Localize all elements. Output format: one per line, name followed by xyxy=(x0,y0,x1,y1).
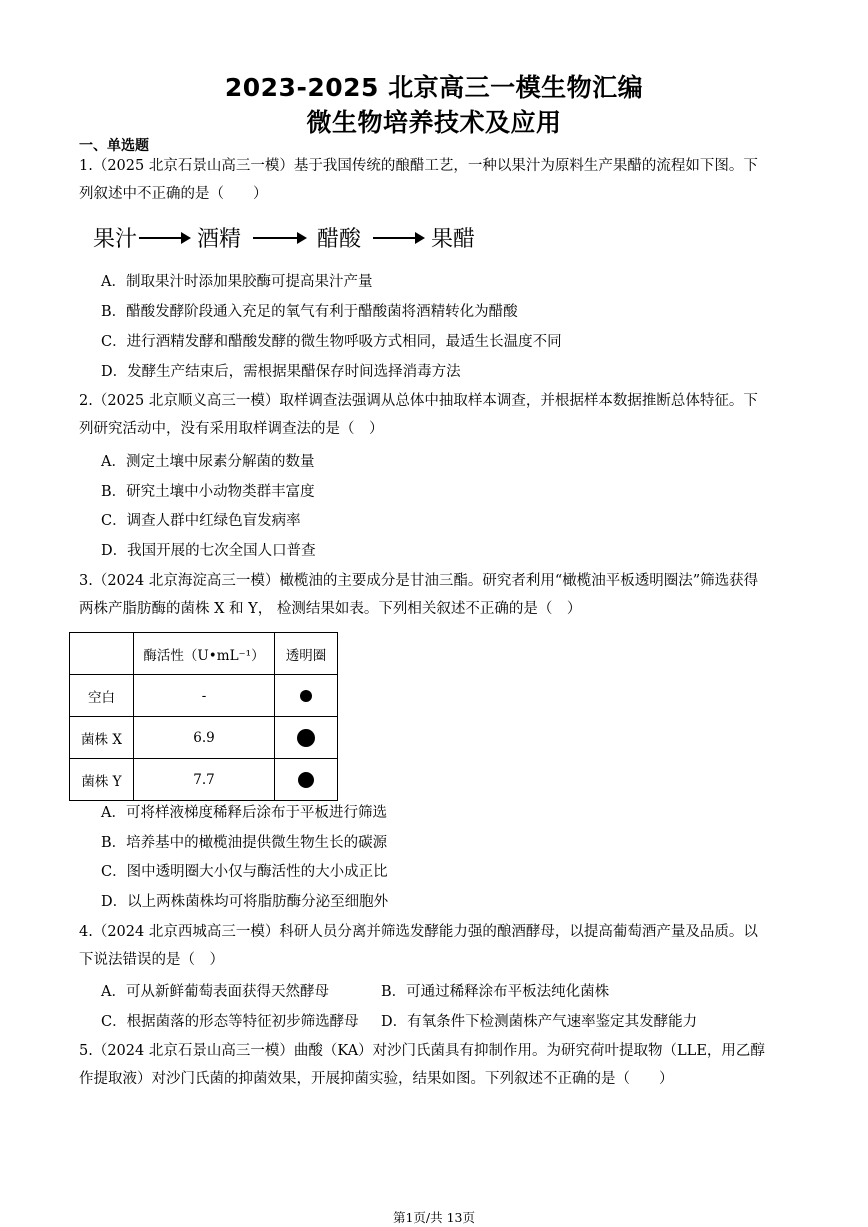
table-row xyxy=(70,759,338,801)
option-d: D．我国开展的七次全国人口普查 xyxy=(101,543,316,559)
table-cell: 空白 xyxy=(70,675,134,717)
flow-step: 果汁 xyxy=(93,227,138,252)
stem-line: 1.（2025 北京石景山高三一模）基于我国传统的酿醋工艺，一种以果汁为原料生产果醋的流程如下图。下 xyxy=(79,158,758,174)
clear-zone-dot-icon xyxy=(298,772,314,788)
option-a: A．可从新鲜葡萄表面获得天然酵母 xyxy=(101,984,329,1000)
stem-line: 列研究活动中，没有采用取样调查法的是（ ） xyxy=(79,421,384,437)
arrow-right-icon xyxy=(139,237,189,239)
page-footer: 第1页/共 13页 xyxy=(392,1210,476,1225)
flow-step: 醋酸 xyxy=(317,227,362,252)
question-4-stem xyxy=(79,918,791,974)
result-table xyxy=(69,632,338,801)
table-cell xyxy=(275,675,338,717)
table-cell: - xyxy=(134,675,275,717)
table-header-cell xyxy=(70,633,134,675)
stem-line: 作提取液）对沙门氏菌的抑菌效果，开展抑菌实验，结果如图。下列叙述不正确的是（ ） xyxy=(79,1071,674,1087)
option-c: C．根据菌落的形态等特征初步筛选酵母 xyxy=(101,1014,359,1030)
option-c: C．图中透明圈大小仅与酶活性的大小成正比 xyxy=(101,864,388,880)
question-2-stem xyxy=(79,387,791,443)
stem-line: 列叙述中不正确的是（ ） xyxy=(79,186,268,202)
stem-line: 4.（2024 北京西城高三一模）科研人员分离并筛选发酵能力强的酿酒酵母，以提高葡萄酒产量及品质。以 xyxy=(79,924,758,940)
option-b: B．醋酸发酵阶段通入充足的氧气有利于醋酸菌将酒精转化为醋酸 xyxy=(101,304,518,320)
option-a: A．可将样液梯度稀释后涂布于平板进行筛选 xyxy=(101,805,387,821)
stem-line: 5.（2024 北京石景山高三一模）曲酸（KA）对沙门氏菌具有抑制作用。为研究荷叶提取物（LLE，用乙醇 xyxy=(79,1043,765,1059)
table-cell: 菌株 X xyxy=(70,717,134,759)
table-row xyxy=(70,675,338,717)
table-header-row xyxy=(70,633,338,675)
stem-line: 3.（2024 北京海淀高三一模）橄榄油的主要成分是甘油三酯。研究者利用“橄榄油平板透明圈法”筛选获得 xyxy=(79,573,759,589)
question-5-stem xyxy=(79,1037,791,1093)
option-a: A．制取果汁时添加果胶酶可提高果汁产量 xyxy=(101,274,373,290)
stem-line: 2.（2025 北京顺义高三一模）取样调查法强调从总体中抽取样本调查，并根据样本数据推断总体特征。下 xyxy=(79,393,758,409)
table-header-cell: 酶活性（U•mL⁻¹） xyxy=(134,633,275,675)
flow-step: 果醋 xyxy=(431,227,476,252)
question-3-stem xyxy=(79,567,791,623)
option-b: B．研究土壤中小动物类群丰富度 xyxy=(101,484,315,500)
table-cell xyxy=(275,717,338,759)
clear-zone-dot-icon xyxy=(297,729,315,747)
arrow-right-icon xyxy=(373,237,423,239)
option-d: D．有氧条件下检测菌株产气速率鉴定其发酵能力 xyxy=(381,1014,698,1030)
flow-step: 酒精 xyxy=(197,227,242,252)
table-cell: 菌株 Y xyxy=(70,759,134,801)
flow-diagram xyxy=(93,222,475,253)
table-cell: 6.9 xyxy=(134,717,275,759)
table-header-cell: 透明圈 xyxy=(275,633,338,675)
option-c: C．进行酒精发酵和醋酸发酵的微生物呼吸方式相同，最适生长温度不同 xyxy=(101,334,562,350)
question-1-stem xyxy=(79,152,791,208)
stem-line: 下说法错误的是（ ） xyxy=(79,952,224,968)
option-b: B．可通过稀释涂布平板法纯化菌株 xyxy=(381,984,610,1000)
option-b: B．培养基中的橄榄油提供微生物生长的碳源 xyxy=(101,835,388,851)
table-cell: 7.7 xyxy=(134,759,275,801)
stem-line: 两株产脂肪酶的菌株 X 和 Y， 检测结果如表。下列相关叙述不正确的是（ ） xyxy=(79,601,582,617)
table-cell xyxy=(275,759,338,801)
option-d: D．以上两株菌株均可将脂肪酶分泌至细胞外 xyxy=(101,894,389,910)
option-c: C．调查人群中红绿色盲发病率 xyxy=(101,513,301,529)
clear-zone-dot-icon xyxy=(300,690,312,702)
page-title: 2023-2025 北京高三一模生物汇编 xyxy=(224,73,644,102)
page-subtitle: 微生物培养技术及应用 xyxy=(306,108,562,137)
arrow-right-icon xyxy=(253,237,305,239)
option-a: A．测定土壤中尿素分解菌的数量 xyxy=(101,454,315,470)
section-heading: 一、单选题 xyxy=(79,138,149,154)
option-d: D．发酵生产结束后，需根据果醋保存时间选择消毒方法 xyxy=(101,364,461,380)
table-row xyxy=(70,717,338,759)
